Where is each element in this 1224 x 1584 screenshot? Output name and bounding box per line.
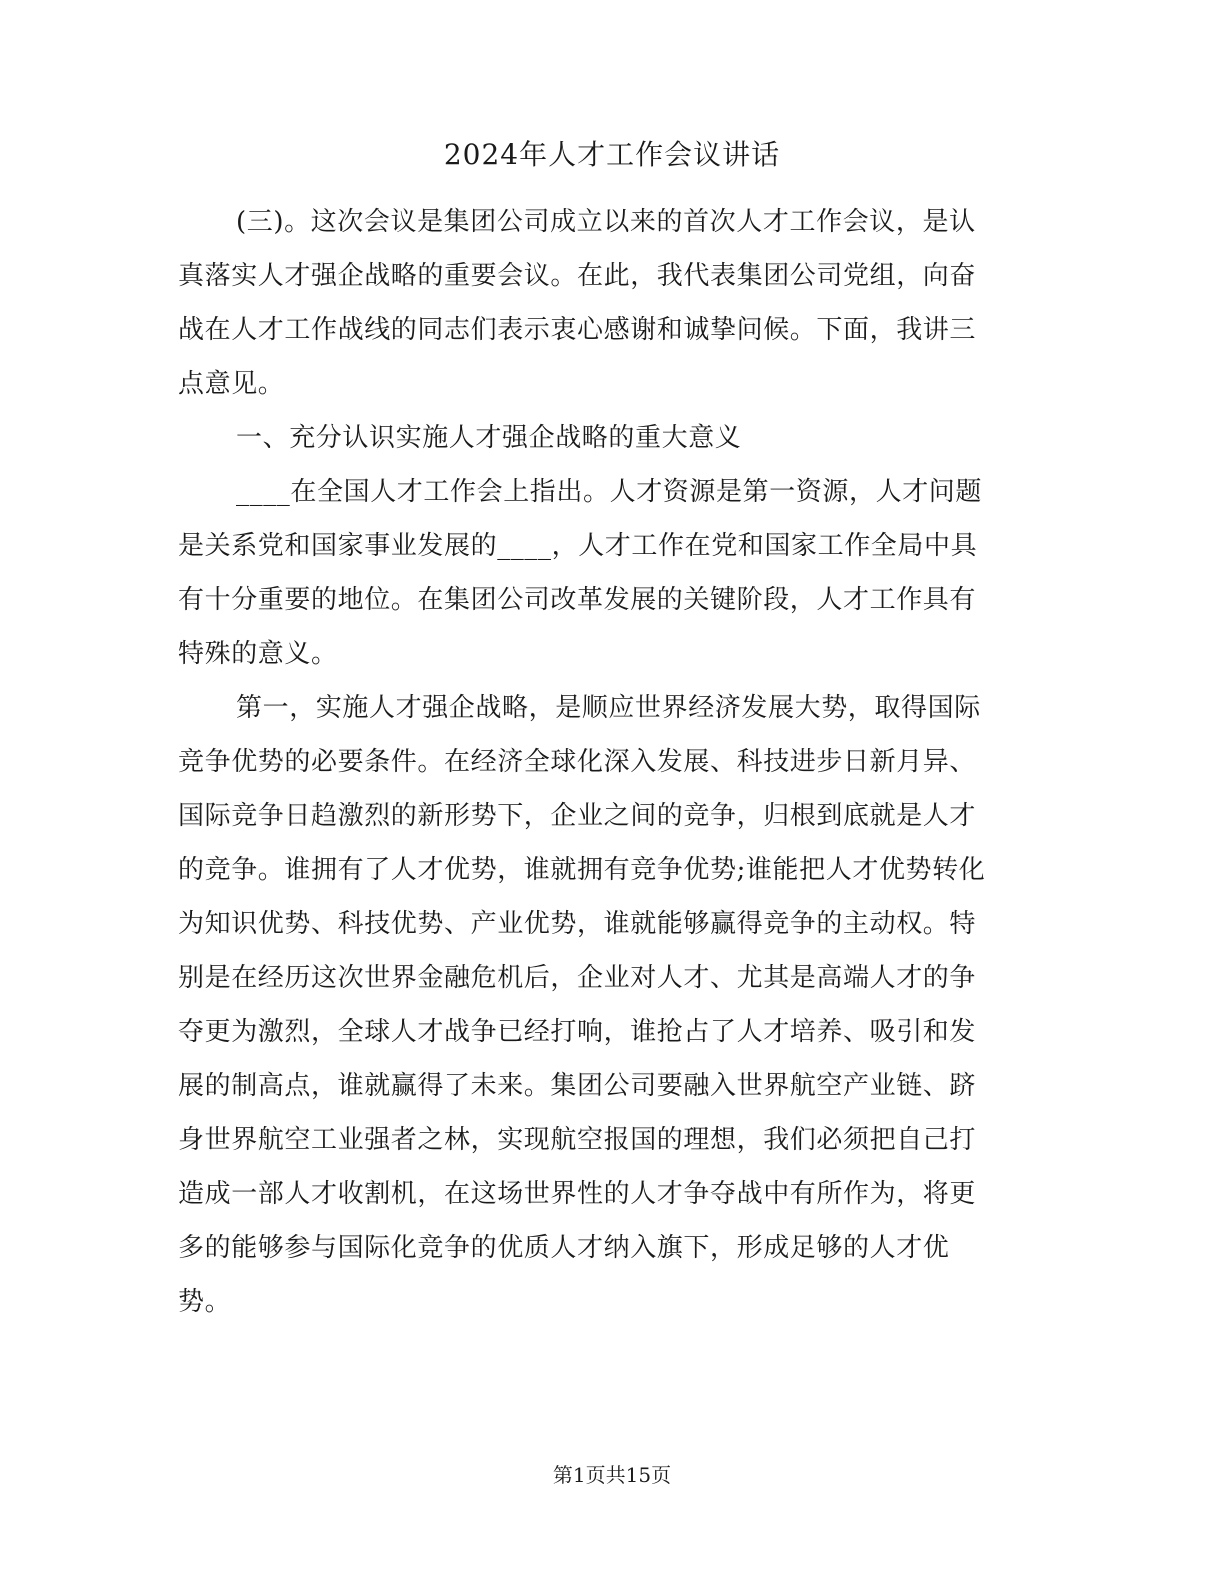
text-line: 势。 xyxy=(178,1287,232,1317)
text-line: (三)。这次会议是集团公司成立以来的首次人才工作会议，是认 xyxy=(236,207,976,237)
text-line: 竞争优势的必要条件。在经济全球化深入发展、科技进步日新月异、 xyxy=(178,747,977,777)
page-title: 2024年人才工作会议讲话 xyxy=(443,138,781,171)
text-line: 第一，实施人才强企战略，是顺应世界经济发展大势，取得国际 xyxy=(236,693,981,723)
text-line: 别是在经历这次世界金融危机后，企业对人才、尤其是高端人才的争 xyxy=(178,963,977,993)
text-line: 身世界航空工业强者之林，实现航空报国的理想，我们必须把自己打 xyxy=(178,1125,977,1155)
text-line: ____在全国人才工作会上指出。人才资源是第一资源，人才问题 xyxy=(236,477,983,507)
body-text xyxy=(178,195,1030,1329)
text-line: 为知识优势、科技优势、产业优势，谁就能够赢得竞争的主动权。特 xyxy=(178,909,977,939)
text-line: 多的能够参与国际化竞争的优质人才纳入旗下，形成足够的人才优 xyxy=(178,1233,950,1263)
text-line: 有十分重要的地位。在集团公司改革发展的关键阶段，人才工作具有 xyxy=(178,585,977,615)
text-line: 战在人才工作战线的同志们表示衷心感谢和诚挚问候。下面，我讲三 xyxy=(178,315,977,345)
text-line: 是关系党和国家事业发展的____，人才工作在党和国家工作全局中具 xyxy=(178,531,978,561)
text-line: 展的制高点，谁就赢得了未来。集团公司要融入世界航空产业链、跻 xyxy=(178,1071,977,1101)
page-footer: 第1页共15页 xyxy=(552,1463,672,1487)
text-line: 特殊的意义。 xyxy=(178,639,338,669)
text-line: 国际竞争日趋激烈的新形势下，企业之间的竞争，归根到底就是人才 xyxy=(178,801,977,831)
section-heading: 一、充分认识实施人才强企战略的重大意义 xyxy=(236,423,742,453)
text-line: 点意见。 xyxy=(178,369,285,399)
text-line: 造成一部人才收割机，在这场世界性的人才争夺战中有所作为，将更 xyxy=(178,1179,977,1209)
text-line: 的竞争。谁拥有了人才优势，谁就拥有竞争优势;谁能把人才优势转化 xyxy=(178,855,986,885)
text-line: 夺更为激烈，全球人才战争已经打响，谁抢占了人才培养、吸引和发 xyxy=(178,1017,977,1047)
text-line: 真落实人才强企战略的重要会议。在此，我代表集团公司党组，向奋 xyxy=(178,261,977,291)
